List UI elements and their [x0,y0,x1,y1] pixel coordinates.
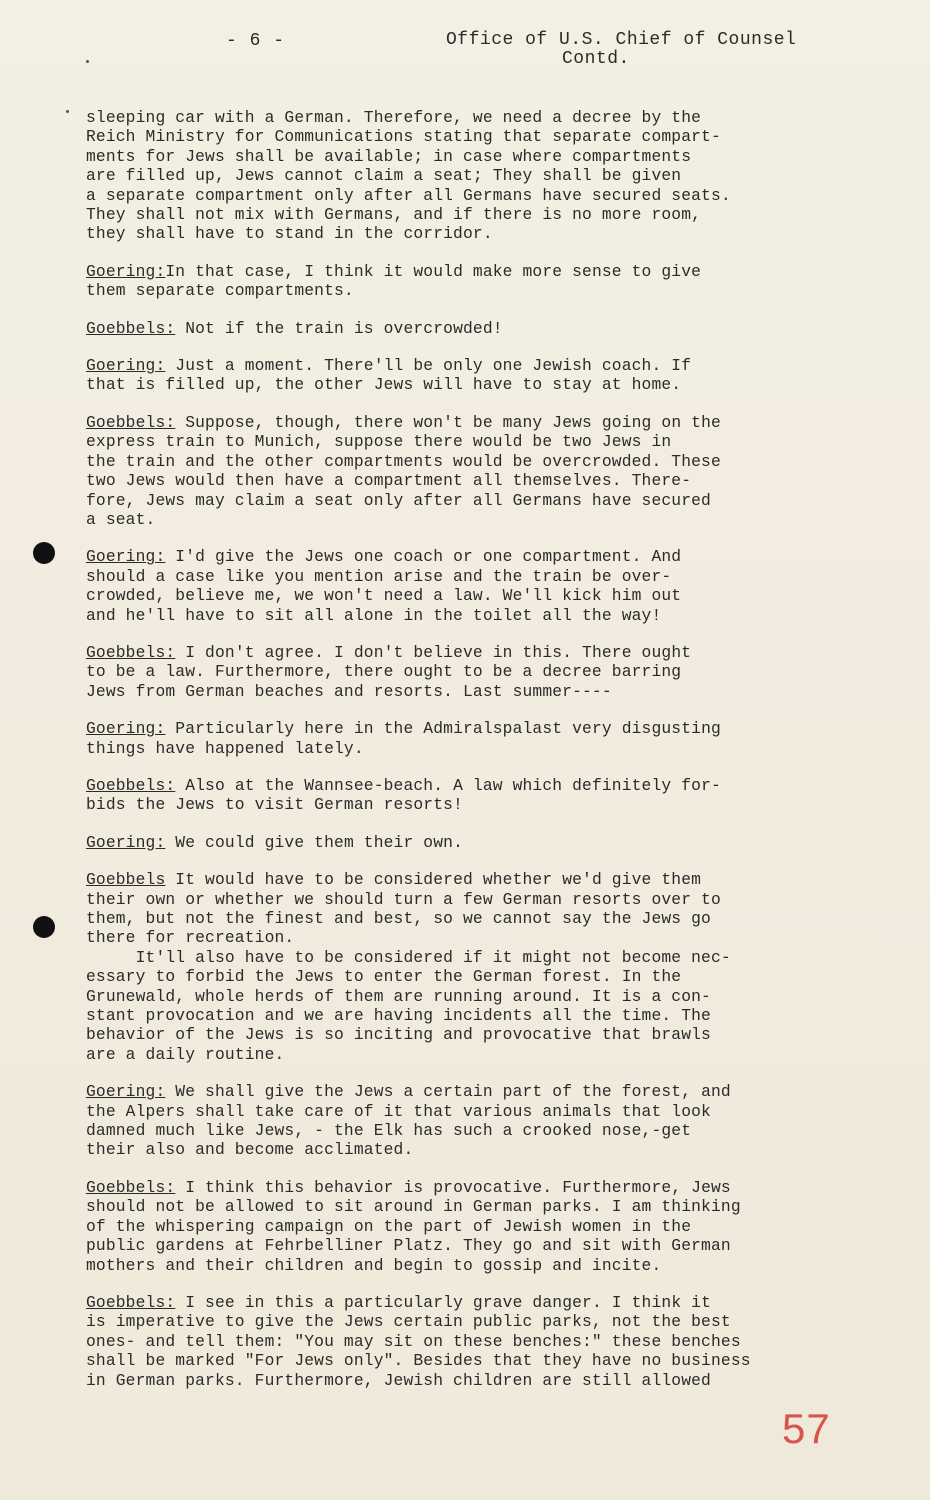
line-text: Suppose, though, there won't be many Jews going on the [175,412,721,432]
speaker-name: Goebbels: [86,412,176,432]
line-text: there for recreation. [86,928,295,948]
text-line [86,682,886,701]
line-text: Jews from German beaches and resorts. Last summer---- [86,681,612,701]
dialogue-paragraph [86,319,886,338]
text-line [86,1332,886,1351]
text-line [86,375,886,394]
text-line [86,1351,886,1370]
text-line [86,987,886,1006]
transcript-body [86,108,886,1408]
text-line [86,356,886,375]
text-line [86,967,886,986]
line-text: are a daily routine. [86,1044,285,1064]
line-text: damned much like Jews, - the Elk has such a crooked nose,-get [86,1121,692,1141]
text-line [86,1140,886,1159]
text-line [86,567,886,586]
line-text: in German parks. Furthermore, Jewish children are still allowed [86,1370,711,1390]
text-line [86,1217,886,1236]
dialogue-paragraph [86,413,886,529]
line-text: Particularly here in the Admiralspalast very disgusting [165,719,721,739]
text-line [86,1025,886,1044]
line-text: We shall give the Jews a certain part of the forest, and [165,1082,731,1102]
line-text: of the whispering campaign on the part of Jewish women in the [86,1216,692,1236]
line-text: Also at the Wannsee-beach. A law which definitely for- [175,775,721,795]
speaker-name: Goering: [86,832,166,852]
line-text: essary to forbid the Jews to enter the German forest. In the [86,967,682,987]
text-line [86,890,886,909]
text-line [86,452,886,471]
page-indicator: - 6 - [226,31,286,51]
text-line [86,739,886,758]
text-line [86,547,886,566]
text-line [86,1293,886,1312]
text-line [86,166,886,185]
speaker-name: Goebbels [86,870,166,890]
line-text: a separate compartment only after all Germans have secured seats. [86,185,731,205]
text-line [86,186,886,205]
speaker-name: Goering: [86,547,166,567]
line-text: to be a law. Furthermore, there ought to be a decree barring [86,662,682,682]
text-line [86,662,886,681]
text-line [86,776,886,795]
text-line [86,948,886,967]
speaker-name: Goebbels: [86,318,176,338]
text-line [86,413,886,432]
dialogue-paragraph [86,1178,886,1275]
line-text: In that case, I think it would make more sense to give [165,261,702,281]
line-text: bids the Jews to visit German resorts! [86,795,463,815]
line-text: I think this behavior is provocative. Furthermore, Jews [175,1177,731,1197]
dialogue-paragraph [86,643,886,701]
line-text: Reich Ministry for Communications stating that separate compart- [86,127,721,147]
line-text: Just a moment. There'll be only one Jewish coach. If [165,356,692,376]
text-line [86,1045,886,1064]
page-number-stamp: 57 [782,1405,831,1452]
text-line [86,1121,886,1140]
line-text: should not be allowed to sit around in German parks. I am thinking [86,1197,741,1217]
ink-speck [66,110,69,113]
text-line [86,586,886,605]
punch-hole [33,916,55,938]
text-line [86,108,886,127]
line-text: two Jews would then have a compartment all themselves. There- [86,471,692,491]
line-text: that is filled up, the other Jews will have to stay at home. [86,375,682,395]
text-line [86,205,886,224]
text-line [86,1102,886,1121]
text-line [86,795,886,814]
text-line [86,491,886,510]
speaker-name: Goering: [86,719,166,739]
text-line [86,224,886,243]
line-text: fore, Jews may claim a seat only after all Germans have secured [86,490,711,510]
line-text: I'd give the Jews one coach or one compartment. And [165,547,682,567]
line-text: behavior of the Jews is so inciting and provocative that brawls [86,1025,711,1045]
text-line [86,281,886,300]
line-text: ones- and tell them: "You may sit on these benches:" these benches [86,1331,741,1351]
text-line [86,1236,886,1255]
speaker-name: Goebbels: [86,1292,176,1312]
line-text: them, but not the finest and best, so we cannot say the Jews go [86,909,711,928]
text-line [86,1312,886,1331]
speaker-name: Goering: [86,356,166,376]
text-line [86,719,886,738]
text-line [86,643,886,662]
line-text: things have happened lately. [86,738,364,758]
dialogue-paragraph [86,108,886,244]
line-text: the train and the other compartments would be overcrowded. These [86,451,721,471]
speaker-name: Goebbels: [86,775,176,795]
dialogue-paragraph [86,870,886,1064]
line-text: ments for Jews shall be available; in case where compartments [86,146,692,166]
text-line [86,928,886,947]
line-text: public gardens at Fehrbelliner Platz. They go and sit with German [86,1236,731,1256]
line-text: their also and become acclimated. [86,1140,414,1160]
line-text: should a case like you mention arise and the train be over- [86,566,672,586]
text-line [86,1197,886,1216]
text-line [86,147,886,166]
line-text: is imperative to give the Jews certain public parks, not the best [86,1312,731,1332]
text-line [86,870,886,889]
line-text: mothers and their children and begin to gossip and incite. [86,1255,662,1275]
line-text: they shall have to stand in the corridor. [86,224,493,244]
text-line [86,1371,886,1390]
line-text: them separate compartments. [86,281,354,301]
line-text: a seat. [86,509,156,529]
speaker-name: Goebbels: [86,1177,176,1197]
dialogue-paragraph [86,262,886,301]
line-text: Not if the train is overcrowded! [175,318,503,338]
line-text: are filled up, Jews cannot claim a seat; They shall be given [86,166,682,186]
text-line [86,127,886,146]
dialogue-paragraph [86,1082,886,1160]
speaker-name: Goering: [86,261,166,281]
line-text: Grunewald, whole herds of them are running around. It is a con- [86,986,711,1006]
dialogue-paragraph [86,356,886,395]
text-line [86,319,886,338]
speaker-name: Goering: [86,1082,166,1102]
dialogue-paragraph [86,776,886,815]
line-text: stant provocation and we are having incidents all the time. The [86,1006,711,1026]
text-line [86,1082,886,1101]
punch-hole [33,542,55,564]
line-text: It'll also have to be considered if it might not become nec- [86,947,731,967]
text-line [86,1006,886,1025]
text-line [86,471,886,490]
text-line [86,909,886,928]
text-line [86,262,886,281]
dialogue-paragraph [86,1293,886,1390]
office-title: Office of U.S. Chief of Counsel [446,30,797,50]
continued-label: Contd. [562,49,630,69]
line-text: and he'll have to sit all alone in the toilet all the way! [86,605,662,625]
line-text: express train to Munich, suppose there would be two Jews in [86,432,672,452]
text-line [86,432,886,451]
text-line [86,833,886,852]
speaker-name: Goebbels: [86,642,176,662]
line-text: crowded, believe me, we won't need a law. We'll kick him out [86,586,682,606]
line-text: their own or whether we should turn a few German resorts over to [86,889,721,909]
line-text: I see in this a particularly grave danger. I think it [175,1292,711,1312]
line-text: We could give them their own. [165,832,463,852]
dialogue-paragraph [86,833,886,852]
line-text: They shall not mix with Germans, and if there is no more room, [86,205,702,225]
line-text: It would have to be considered whether we'd give them [165,870,702,890]
line-text: shall be marked "For Jews only". Besides that they have no business [86,1351,751,1371]
line-text: sleeping car with a German. Therefore, we need a decree by the [86,108,702,127]
dialogue-paragraph [86,719,886,758]
line-text: I don't agree. I don't believe in this. There ought [175,642,692,662]
office-header [446,31,796,69]
text-line [86,510,886,529]
line-text: the Alpers shall take care of it that various animals that look [86,1101,711,1121]
dialogue-paragraph [86,547,886,625]
text-line [86,1178,886,1197]
text-line [86,1256,886,1275]
ink-speck [86,60,89,63]
text-line [86,606,886,625]
